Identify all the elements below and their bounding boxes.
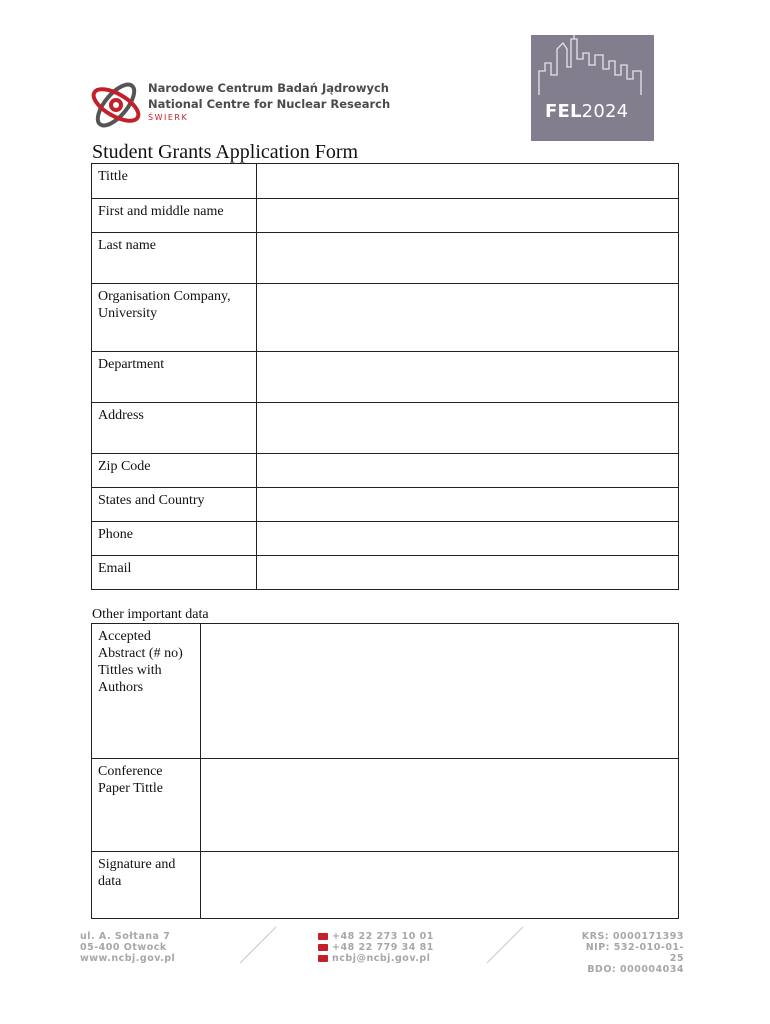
- logo-line-en: National Centre for Nuclear Research: [148, 97, 391, 111]
- other-data-heading: Other important data: [92, 607, 209, 622]
- field-label-country: States and Country: [92, 488, 257, 522]
- field-input-paper-title[interactable]: [201, 759, 679, 852]
- page-footer: [0, 925, 770, 975]
- field-label-signature: Signature and data: [92, 852, 201, 919]
- table-row: [92, 624, 679, 759]
- field-label-title: Tittle: [92, 164, 257, 199]
- field-input-last-name[interactable]: [257, 233, 679, 284]
- phone-icon: [318, 933, 328, 940]
- table-row: [92, 199, 679, 233]
- table-row: [92, 522, 679, 556]
- table-row: [92, 284, 679, 352]
- personal-data-table: [91, 163, 679, 590]
- table-row: [92, 488, 679, 522]
- field-label-accepted-abstract: Accepted Abstract (# no) Tittles with Authors: [92, 624, 201, 759]
- field-input-accepted-abstract[interactable]: [201, 624, 679, 759]
- field-input-department[interactable]: [257, 352, 679, 403]
- footer-krs: KRS: 0000171393: [581, 931, 684, 942]
- footer-registry: [578, 931, 684, 975]
- field-label-zip-code: Zip Code: [92, 454, 257, 488]
- field-label-email: Email: [92, 556, 257, 590]
- footer-street: ul. A. Sołtana 7: [80, 931, 171, 942]
- footer-website[interactable]: www.ncbj.gov.pl: [80, 953, 176, 964]
- divider-slash-icon: [238, 925, 278, 965]
- field-input-title[interactable]: [257, 164, 679, 199]
- field-label-phone: Phone: [92, 522, 257, 556]
- logo-line-swierk: ŚWIERK: [148, 113, 189, 122]
- badge-year: 2024: [581, 101, 629, 122]
- field-input-address[interactable]: [257, 403, 679, 454]
- table-row: [92, 352, 679, 403]
- table-row: [92, 454, 679, 488]
- field-input-first-name[interactable]: [257, 199, 679, 233]
- table-row: [92, 556, 679, 590]
- table-row: [92, 852, 679, 919]
- footer-email[interactable]: ncbj@ncbj.gov.pl: [332, 953, 431, 964]
- fel-conference-badge: [531, 35, 654, 141]
- field-input-signature[interactable]: [201, 852, 679, 919]
- footer-contact: [318, 931, 434, 964]
- email-icon: [318, 955, 328, 962]
- table-row: [92, 403, 679, 454]
- field-label-paper-title: Conference Paper Tittle: [92, 759, 201, 852]
- table-row: [92, 759, 679, 852]
- footer-bdo: BDO: 000004034: [587, 964, 684, 975]
- table-row: [92, 164, 679, 199]
- field-label-department: Department: [92, 352, 257, 403]
- field-input-organisation[interactable]: [257, 284, 679, 352]
- field-input-country[interactable]: [257, 488, 679, 522]
- badge-word: FEL: [545, 101, 582, 122]
- atom-icon: [88, 72, 146, 138]
- footer-phone: +48 22 273 10 01: [332, 931, 434, 942]
- field-input-email[interactable]: [257, 556, 679, 590]
- field-input-zip-code[interactable]: [257, 454, 679, 488]
- field-label-address: Address: [92, 403, 257, 454]
- footer-address: [80, 931, 175, 964]
- field-input-phone[interactable]: [257, 522, 679, 556]
- footer-city: 05-400 Otwock: [80, 942, 167, 953]
- city-skyline-icon: [531, 35, 654, 97]
- fax-icon: [318, 944, 328, 951]
- field-label-organisation: Organisation Company, University: [92, 284, 257, 352]
- footer-nip: NIP: 532-010-01-25: [585, 942, 684, 964]
- divider-slash-icon: [485, 925, 525, 965]
- footer-fax: +48 22 779 34 81: [332, 942, 434, 953]
- form-title: Student Grants Application Form: [92, 141, 359, 163]
- field-label-last-name: Last name: [92, 233, 257, 284]
- other-data-table: [91, 623, 679, 919]
- table-row: [92, 233, 679, 284]
- ncbj-logo: [88, 72, 391, 142]
- field-label-first-name: First and middle name: [92, 199, 257, 233]
- logo-line-pl: Narodowe Centrum Badań Jądrowych: [148, 81, 389, 95]
